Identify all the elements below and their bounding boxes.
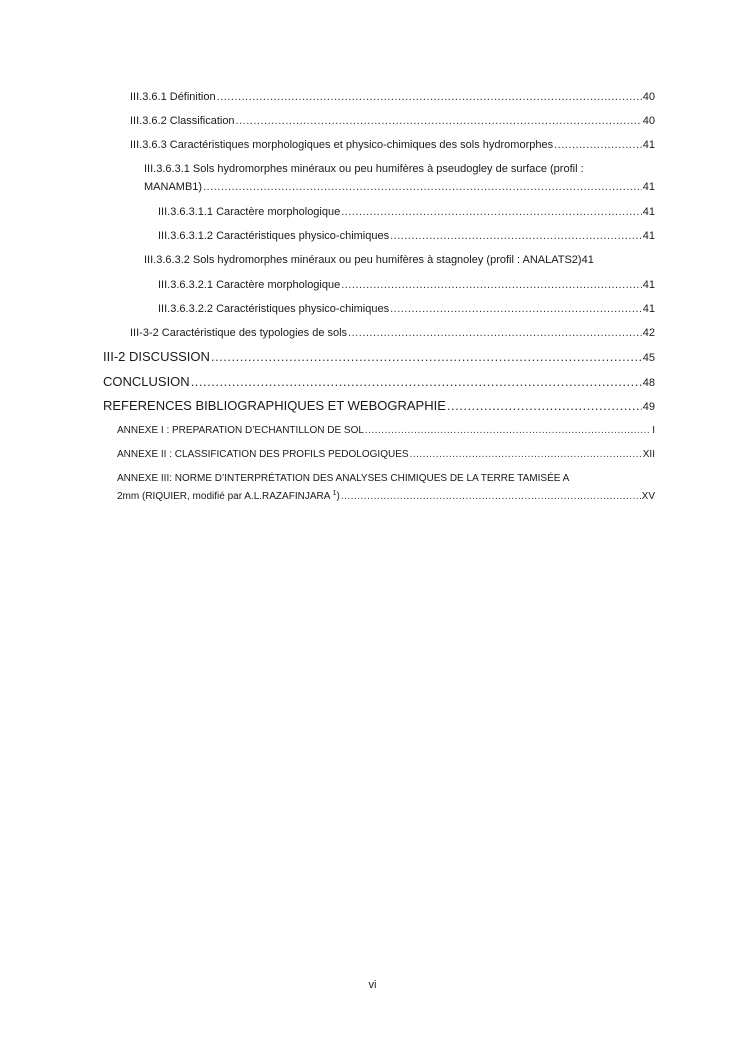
dot-leader: [410, 448, 642, 462]
toc-entry-page: 48: [642, 377, 655, 389]
toc-entry-physico-chimiques-1[interactable]: [158, 229, 655, 243]
toc-entry-annexe-1[interactable]: [117, 424, 655, 438]
toc-entry-page: XII: [642, 449, 655, 460]
dot-leader: [341, 278, 642, 292]
toc-entry-page: 42: [642, 327, 655, 339]
toc-entry-definition[interactable]: [130, 90, 655, 104]
toc-entry-label: CONCLUSION: [103, 374, 190, 389]
toc-entry-page: 49: [642, 401, 655, 413]
toc-entry-page: XV: [641, 491, 655, 502]
toc-entry-page: 41: [642, 230, 655, 242]
toc-entry-label: III-3-2 Caractéristique des typologies de sols: [130, 327, 348, 339]
toc-entry-label: III.3.6.3.2 Sols hydromorphes minéraux ou peu humifères à stagnoley (profil : ANALATS2): [144, 254, 582, 266]
toc-entry-label: [117, 490, 340, 504]
toc-entry-references[interactable]: [103, 398, 655, 415]
toc-entry-page: 41: [642, 181, 655, 193]
toc-entry-label: III.3.6.3 Caractéristiques morphologiques et physico-chimiques des sols hydromorphes: [130, 139, 554, 151]
toc-entry-caractere-morphologique-1[interactable]: [158, 205, 655, 219]
toc-entry-classification[interactable]: [130, 114, 655, 128]
toc-entry-annexe-3-line1[interactable]: ANNEXE III: NORME D’INTERPRÉTATION DES ANALYSES CHIMIQUES DE LA TERRE TAMISÉE A: [117, 473, 570, 484]
toc-entry-page: 45: [642, 352, 655, 364]
toc-entry-label-text: 2mm (RIQUIER, modifié par A.L.RAZAFINJARA: [117, 491, 333, 502]
toc-entry-label: REFERENCES BIBLIOGRAPHIQUES ET WEBOGRAPHIE: [103, 398, 446, 413]
dot-leader: [348, 326, 642, 340]
toc-entry-label: MANAMB1): [144, 181, 203, 193]
toc-entry-label-end: ): [336, 491, 340, 502]
toc-entry-conclusion[interactable]: [103, 374, 655, 391]
toc-entry-label: III.3.6.3.2.1 Caractère morphologique: [158, 279, 341, 291]
toc-entry-page: 41: [642, 279, 655, 291]
dot-leader: [390, 229, 642, 243]
toc-entry-label: III.3.6.3.1.1 Caractère morphologique: [158, 206, 341, 218]
toc-entry-pseudogley-line1[interactable]: III.3.6.3.1 Sols hydromorphes minéraux ou peu humifères à pseudogley de surface (profil :: [144, 163, 584, 175]
dot-leader: [203, 180, 642, 194]
toc-entry-label: ANNEXE I : PREPARATION D’ECHANTILLON DE SOL: [117, 425, 364, 436]
toc-entry-page: 41: [642, 303, 655, 315]
toc-entry-annexe-3[interactable]: [117, 490, 655, 504]
toc-entry-caracteristiques-sols-hydromorphes[interactable]: [130, 138, 655, 152]
toc-entry-label: III.3.6.3.1.2 Caractéristiques physico-chimiques: [158, 230, 390, 242]
toc-entry-discussion[interactable]: [103, 349, 655, 366]
toc-entry-label: III-2 DISCUSSION: [103, 349, 210, 364]
dot-leader: [341, 205, 642, 219]
dot-leader: [211, 349, 642, 365]
page-number: vi: [368, 979, 377, 991]
dot-leader: [191, 374, 642, 390]
toc-entry-page: 41: [642, 206, 655, 218]
toc-entry-pseudogley[interactable]: [144, 180, 655, 194]
dot-leader: [236, 114, 642, 128]
toc-entry-physico-chimiques-2[interactable]: [158, 302, 655, 316]
dot-leader: [447, 398, 642, 414]
toc-entry-caractere-morphologique-2[interactable]: [158, 278, 655, 292]
toc-entry-page: 41: [581, 254, 594, 266]
toc-entry-label: III.3.6.1 Définition: [130, 91, 216, 103]
toc-entry-page: 40: [642, 91, 655, 103]
toc-entry-page: 41: [642, 139, 655, 151]
dot-leader: [554, 138, 642, 152]
toc-entry-typologies-sols[interactable]: [130, 326, 655, 340]
toc-entry-stagnoley[interactable]: [144, 253, 655, 267]
toc-entry-label: ANNEXE II : CLASSIFICATION DES PROFILS PEDOLOGIQUES: [117, 449, 409, 460]
dot-leader: [365, 424, 651, 438]
toc-entry-page: I: [652, 425, 655, 436]
toc-entry-label: III.3.6.2 Classification: [130, 115, 235, 127]
toc-entry-page: 40: [642, 115, 655, 127]
footnote-marker: 1: [332, 490, 337, 497]
toc-entry-label: III.3.6.3.2.2 Caractéristiques physico-chimiques: [158, 303, 390, 315]
dot-leader: [341, 490, 641, 504]
toc-entry-annexe-2[interactable]: [117, 448, 655, 462]
dot-leader: [217, 90, 642, 104]
dot-leader: [390, 302, 642, 316]
